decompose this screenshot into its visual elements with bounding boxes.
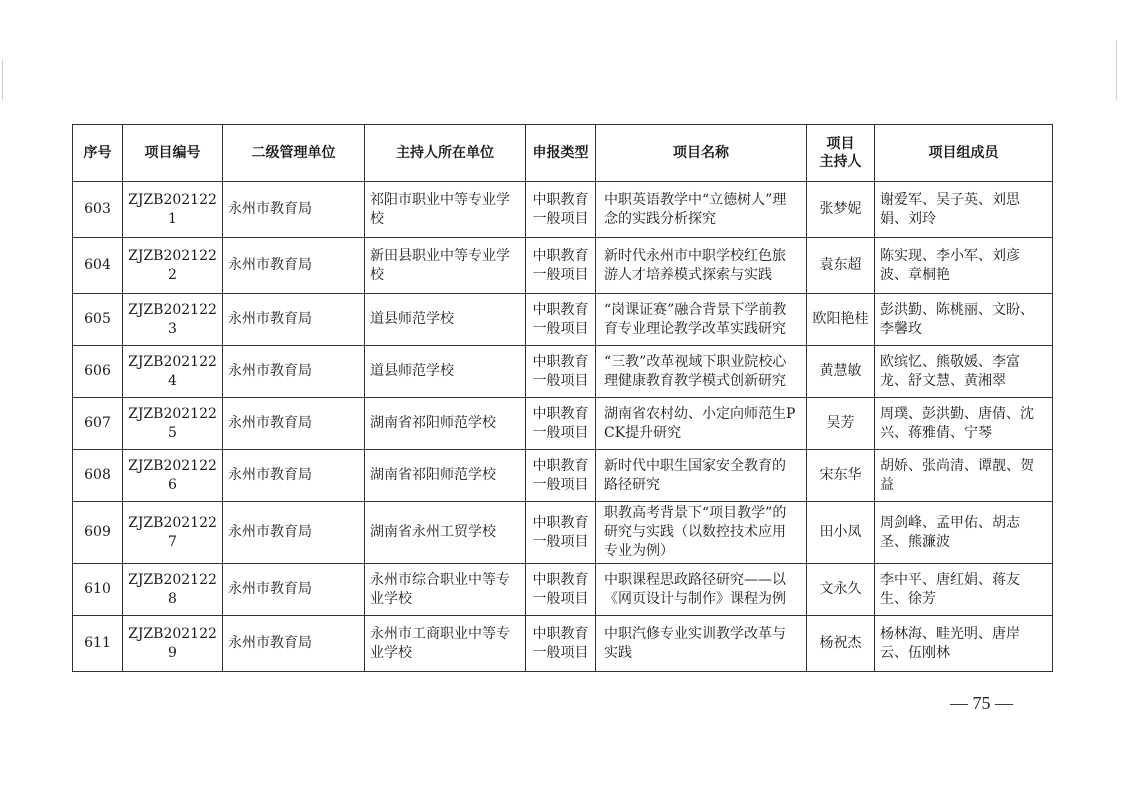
table-row [73,182,1053,238]
cell-project-name: 湖南省农村幼、小定向师范生PCK提升研究 [596,398,807,450]
cell-project-name: 中职英语教学中“立德树人”理念的实践分析探究 [596,182,807,238]
cell-members: 彭洪勤、陈桃丽、文盼、李馨玫 [875,294,1053,346]
cell-project-id: ZJZB2021222 [123,238,223,294]
cell-project-id: ZJZB2021221 [123,182,223,238]
cell-unit: 永州市教育局 [223,182,365,238]
cell-project-name: 新时代永州市中职学校红色旅游人才培养模式探索与实践 [596,238,807,294]
cell-project-name: 中职课程思政路径研究——以《网页设计与制作》课程为例 [596,564,807,616]
cell-type: 中职教育一般项目 [526,450,596,502]
header-project-name: 项目名称 [596,125,807,182]
cell-project-name: “三教”改革视域下职业院校心理健康教育教学模式创新研究 [596,346,807,398]
cell-members: 周璞、彭洪勤、唐倩、沈兴、蒋雅倩、宁琴 [875,398,1053,450]
cell-project-name: 职教高考背景下“项目教学”的研究与实践（以数控技术应用专业为例） [596,502,807,564]
cell-seq: 608 [73,450,123,502]
cell-host-org: 湖南省祁阳师范学校 [365,398,526,450]
header-host-line2: 主持人 [819,154,862,170]
cell-seq: 609 [73,502,123,564]
cell-seq: 611 [73,616,123,672]
cell-type: 中职教育一般项目 [526,502,596,564]
table-row [73,294,1053,346]
cell-type: 中职教育一般项目 [526,346,596,398]
header-row [73,125,1053,182]
header-host-org: 主持人所在单位 [365,125,526,182]
cell-host-org: 新田县职业中等专业学校 [365,238,526,294]
cell-project-id: ZJZB2021229 [123,616,223,672]
table-body [73,182,1053,672]
left-margin-mark [2,60,3,100]
project-table-container [72,124,1052,672]
cell-host: 杨祝杰 [807,616,875,672]
cell-project-name: 新时代中职生国家安全教育的路径研究 [596,450,807,502]
cell-members: 胡娇、张尚清、谭靓、贺益 [875,450,1053,502]
cell-seq: 607 [73,398,123,450]
header-host-line1: 项目 [826,136,855,152]
cell-seq: 604 [73,238,123,294]
cell-host-org: 道县师范学校 [365,346,526,398]
cell-seq: 605 [73,294,123,346]
cell-host: 文永久 [807,564,875,616]
cell-project-id: ZJZB2021225 [123,398,223,450]
cell-members: 李中平、唐红娟、蒋友生、徐芳 [875,564,1053,616]
cell-host-org: 湖南省永州工贸学校 [365,502,526,564]
cell-members: 杨林海、畦光明、唐岸云、伍刚林 [875,616,1053,672]
cell-host-org: 永州市综合职业中等专业学校 [365,564,526,616]
table-row [73,238,1053,294]
cell-members: 周剑峰、孟甲佑、胡志圣、熊濂波 [875,502,1053,564]
cell-host: 袁东超 [807,238,875,294]
cell-unit: 永州市教育局 [223,616,365,672]
cell-project-name: “岗课证赛”融合背景下学前教育专业理论教学改革实践研究 [596,294,807,346]
cell-seq: 606 [73,346,123,398]
cell-seq: 603 [73,182,123,238]
cell-unit: 永州市教育局 [223,294,365,346]
right-margin-mark [1116,40,1117,100]
cell-unit: 永州市教育局 [223,502,365,564]
cell-seq: 610 [73,564,123,616]
cell-members: 欧缤忆、熊敬媛、李富龙、舒文慧、黄湘翠 [875,346,1053,398]
cell-project-id: ZJZB2021228 [123,564,223,616]
cell-unit: 永州市教育局 [223,398,365,450]
cell-project-name: 中职汽修专业实训教学改革与实践 [596,616,807,672]
cell-host: 田小凤 [807,502,875,564]
cell-host-org: 永州市工商职业中等专业学校 [365,616,526,672]
cell-project-id: ZJZB2021223 [123,294,223,346]
cell-project-id: ZJZB2021226 [123,450,223,502]
cell-unit: 永州市教育局 [223,564,365,616]
cell-host-org: 道县师范学校 [365,294,526,346]
cell-host: 张梦妮 [807,182,875,238]
header-unit: 二级管理单位 [223,125,365,182]
cell-host: 吴芳 [807,398,875,450]
cell-members: 陈实现、李小军、刘彦波、章桐艳 [875,238,1053,294]
cell-unit: 永州市教育局 [223,450,365,502]
cell-unit: 永州市教育局 [223,238,365,294]
project-table [72,124,1053,672]
cell-project-id: ZJZB2021227 [123,502,223,564]
page-number: — 75 — [950,693,1013,713]
cell-type: 中职教育一般项目 [526,294,596,346]
cell-host: 黄慧敏 [807,346,875,398]
cell-host-org: 湖南省祁阳师范学校 [365,450,526,502]
header-host [807,125,875,182]
cell-members: 谢爱军、吴子英、刘思娟、刘玲 [875,182,1053,238]
header-project-id: 项目编号 [123,125,223,182]
cell-unit: 永州市教育局 [223,346,365,398]
cell-type: 中职教育一般项目 [526,238,596,294]
header-members: 项目组成员 [875,125,1053,182]
cell-type: 中职教育一般项目 [526,182,596,238]
cell-type: 中职教育一般项目 [526,564,596,616]
header-type: 申报类型 [526,125,596,182]
table-row [73,398,1053,450]
cell-host: 宋东华 [807,450,875,502]
table-row [73,450,1053,502]
table-row [73,616,1053,672]
cell-host-org: 祁阳市职业中等专业学校 [365,182,526,238]
cell-type: 中职教育一般项目 [526,616,596,672]
table-row [73,346,1053,398]
table-row [73,502,1053,564]
cell-host: 欧阳艳桂 [807,294,875,346]
header-seq: 序号 [73,125,123,182]
cell-project-id: ZJZB2021224 [123,346,223,398]
table-row [73,564,1053,616]
cell-type: 中职教育一般项目 [526,398,596,450]
